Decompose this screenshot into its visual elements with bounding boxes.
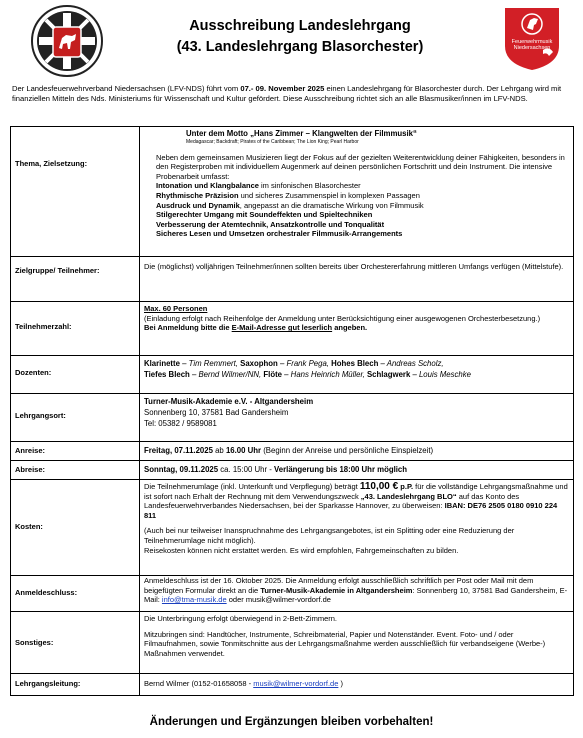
intro-text-2: einen Landeslehrgang für Blasorchester durch. Der Lehrgang wird mit finanziellen Mitteln des Nds. Ministeriums für Wissenschaft und Kultur gefördert. Diese Ausschreibung richtet sich an alle Blasmusiker/innen im LFV-NDS. [12,84,562,103]
info-table [10,126,574,696]
tma-email-link[interactable]: info@tma-musik.de [161,595,227,605]
thema-item-bold: Stilgerechter Umgang mit Soundeffekten und Spieltechniken [156,210,373,220]
label-thema [11,127,140,257]
title-line-1: Ausschreibung Landeslehrgang [189,18,411,34]
row-dozenten [11,356,574,394]
leitung-name: Bernd Wilmer (0152-01658058 - [144,679,254,688]
label-anreise [11,442,140,461]
email-hint-post: angeben. [332,323,368,333]
kosten-text [144,482,569,520]
thema-list-item [156,181,569,191]
anreise-rest: (Beginn der Anreise und persönliche Einspielzeit) [261,446,434,455]
dozent-instrument: Hohes Blech [331,359,379,368]
motto: Unter dem Motto „Hans Zimmer – Klangwelten der Filmmusik“ [186,129,417,138]
kosten-purpose: „43. Landeslehrgang BLO“ [360,491,457,501]
dozenten-line-1 [144,358,569,369]
dozent-name: – Bernd Wilmer/NN, [189,370,264,379]
label-anmeldeschluss [11,576,140,612]
thema-list-item [156,229,569,239]
badge-line-2: Niedersachsen [513,45,551,51]
row-kosten [11,480,574,576]
zielgruppe-label-text: Zielgruppe/ Teilnehmer: [15,266,100,275]
content-leitung [140,674,574,696]
sonstiges-p1: Die Unterbringung erfolgt überwiegend in 2-Bett-Zimmern. [144,614,338,623]
feuerwehrmusik-badge [503,6,561,72]
anmeldeschluss-p1: Anmeldeschluss ist der 16. Oktober 2025. Die Anmeldung erfolgt ausschließlich schriftlich per Post oder Mail mit dem beigefügten Formular direkt an die [144,576,534,595]
dozent-instrument: Saxophon [240,359,278,368]
anreise-date: Freitag, 07.11.2025 [144,446,213,455]
leitung-label-text: Lehrgangsleitung: [15,679,81,688]
thema-list-item [156,210,569,220]
dozent-instrument: Tiefes Blech [144,370,190,379]
thema-list-item [156,201,569,211]
abreise-date: Sonntag, 09.11.2025 [144,465,219,474]
anmeldeschluss-label-text: Anmeldeschluss: [15,588,78,597]
thema-label-text: Thema, Zielsetzung: [15,159,88,168]
row-thema [11,127,574,257]
content-abreise [140,461,574,480]
thema-item-rest: im sinfonischen Blasorchester [258,181,361,191]
intro-text-1: Der Landesfeuerwehrverband Niedersachsen (LFV-NDS) führt vom [12,84,241,93]
label-zielgruppe [11,257,140,302]
thema-list [144,181,569,239]
thema-item-bold: Verbesserung der Atemtechnik, Ansatzkontrolle und Tonqualität [156,219,385,229]
content-dozenten [140,356,574,394]
intro-dates: 07.- 09. November 2025 [240,84,325,93]
dozent-instrument: Klarinette [144,359,180,368]
zielgruppe-text: Die (möglichst) volljährigen Teilnehmer/innen sollten bereits über Orchestererfahrung mittleren Umfangs verfügen (Mittelstufe). [144,262,564,271]
label-ort [11,394,140,442]
teilnehmerzahl-label-text: Teilnehmerzahl: [15,322,72,331]
content-zielgruppe [140,257,574,302]
content-sonstiges [140,612,574,674]
row-zielgruppe [11,257,574,302]
anreise-time: 16.00 Uhr [225,446,262,455]
label-kosten [11,480,140,576]
participants-note: (Einladung erfolgt nach Reihenfolge der Anmeldung unter Berücksichtigung einer ausgewogenen Orchesterbesetzung.) [144,313,541,323]
kosten-p3: auf das Konto des Landesfeuerwehrverbandes Niedersachsen, bei der Sparkasse Hannover, zu überweisen: [144,491,520,511]
thema-list-item [156,191,569,201]
intro-paragraph [12,84,572,104]
anmeldeschluss-p3: oder musik@wilmer-vordorf.de [226,595,331,605]
kosten-travel: Reisekosten können nicht erstattet werden. Es wird empfohlen, Fahrgemeinschaften zu bilden. [144,545,459,555]
thema-item-bold: Rhythmische Präzision [156,190,239,200]
sonstiges-label-text: Sonstiges: [15,638,54,647]
thema-item-bold: Intonation und Klangbalance [156,181,259,191]
abreise-rest: Verlängerung bis 18:00 Uhr möglich [274,465,408,474]
anreise-label-text: Anreise: [15,446,46,455]
label-dozenten [11,356,140,394]
row-leitung [11,674,574,696]
venue-tel: Tel: 05382 / 9589081 [144,419,217,428]
row-teilnehmerzahl [11,302,574,356]
leitung-close: ) [338,679,343,688]
sonstiges-p2: Mitzubringen sind: Handtücher, Instrumente, Schreibmaterial, Papier und Notenständer. Event. Foto- und / oder Filmaufnahmen, sowie Tonmitschnitte aus der Lehrgangsmaßnahme werden ausschließlich für verbandseigene (Werbe-) Maßnahmen verwendet. [144,629,546,658]
kosten-p2: für die vollständige Lehrgangsmaßnahme und ist sofort nach Erhalt der Rechnung mit dem Verwendungszweck [144,482,568,501]
dozent-name: – Frank Pega, [277,359,332,368]
label-teilnehmerzahl [11,302,140,356]
max-participants: Max. 60 Personen [144,304,208,313]
kosten-label-text: Kosten: [15,522,43,531]
venue-street: Sonnenberg 10, 37581 Bad Gandersheim [144,408,289,417]
row-anmeldeschluss [11,576,574,612]
row-ort [11,394,574,442]
abreise-label-text: Abreise: [15,465,46,474]
dozent-name: – Andreas Scholz, [378,359,444,368]
kosten-pp: p.P. [398,482,414,491]
row-anreise [11,442,574,461]
dozent-name: – Louis Meschke [410,370,471,379]
label-leitung [11,674,140,696]
page-title [110,16,490,58]
content-anmeldeschluss [140,576,574,612]
content-teilnehmerzahl [140,302,574,356]
kosten-p1: Die Teilnehmerumlage (inkl. Unterkunft und Verpflegung) beträgt [144,482,360,491]
thema-item-rest: und sicheres Zusammenspiel in komplexen Passagen [238,190,420,200]
thema-item-bold: Ausdruck und Dynamik [156,200,240,210]
anmeldeschluss-p2: : Sonnenberg 10, 37581 Bad Gandersheim, E-Mail: [144,585,568,605]
badge-line-1: Feuerwehrmusik [511,39,553,45]
thema-list-item [156,220,569,230]
label-sonstiges [11,612,140,674]
email-hint [144,323,569,333]
content-anreise [140,442,574,461]
content-kosten [140,480,574,576]
lfv-logo [30,4,104,78]
kosten-iban: IBAN: DE76 2505 0180 0910 224 811 [144,501,558,520]
leitung-email-link[interactable]: musik@wilmer-vordorf.de [253,679,339,688]
title-line-2: (43. Landeslehrgang Blasorchester) [176,39,424,55]
thema-item-rest: , angepasst an die dramatische Wirkung von Filmmusik [239,200,424,210]
motto-note: Medagascar; Backdraft; Pirates of the Caribbean; The Lion King; Pearl Harbor [186,138,359,145]
dozent-name: – Hans Heinrich Müller, [282,370,367,379]
thema-text: Neben dem gemeinsamen Musizieren liegt der Fokus auf der gezielten Weiterentwicklung deiner Fähigkeiten, besonders in den Registerproben mit individuellem Augenmerk auf deinen persönlichen Fortschritt und dein Instrument. Die intensive Probenarbeit umfasst: [156,152,565,181]
anmeldeschluss-bold: Turner-Musik-Akademie in Altgandersheim [260,585,413,595]
anreise-mid: ab [212,446,226,455]
dozent-instrument: Flöte [263,370,283,379]
thema-item-bold: Sicheres Lesen und Umsetzen orchestraler Filmmusik-Arrangements [156,229,403,239]
dozent-name: – Tim Remmert, [179,359,241,368]
row-sonstiges [11,612,574,674]
venue-name: Turner-Musik-Akademie e.V. - Altgandersheim [144,397,314,406]
kosten-note: (Auch bei nur teilweiser Inanspruchnahme des Lehrgangsangebotes, ist ein Splitting oder eine Reduzierung der Teilnehmerumlage nicht möglich). [144,526,515,545]
label-abreise [11,461,140,480]
row-abreise [11,461,574,480]
dozenten-label-text: Dozenten: [15,368,52,377]
email-hint-pre: Bei Anmeldung bitte die [144,323,232,333]
content-thema [140,127,574,257]
kosten-amount: 110,00 € [359,481,399,492]
email-hint-bold: E-Mail-Adresse gut leserlich [231,323,333,333]
dozenten-line-2 [144,369,569,380]
abreise-mid: ca. 15:00 Uhr - [218,465,275,474]
content-ort [140,394,574,442]
ort-label-text: Lehrgangsort: [15,411,66,420]
dozent-instrument: Schlagwerk [366,370,411,379]
footer-note: Änderungen und Ergänzungen bleiben vorbehalten! [149,716,434,728]
